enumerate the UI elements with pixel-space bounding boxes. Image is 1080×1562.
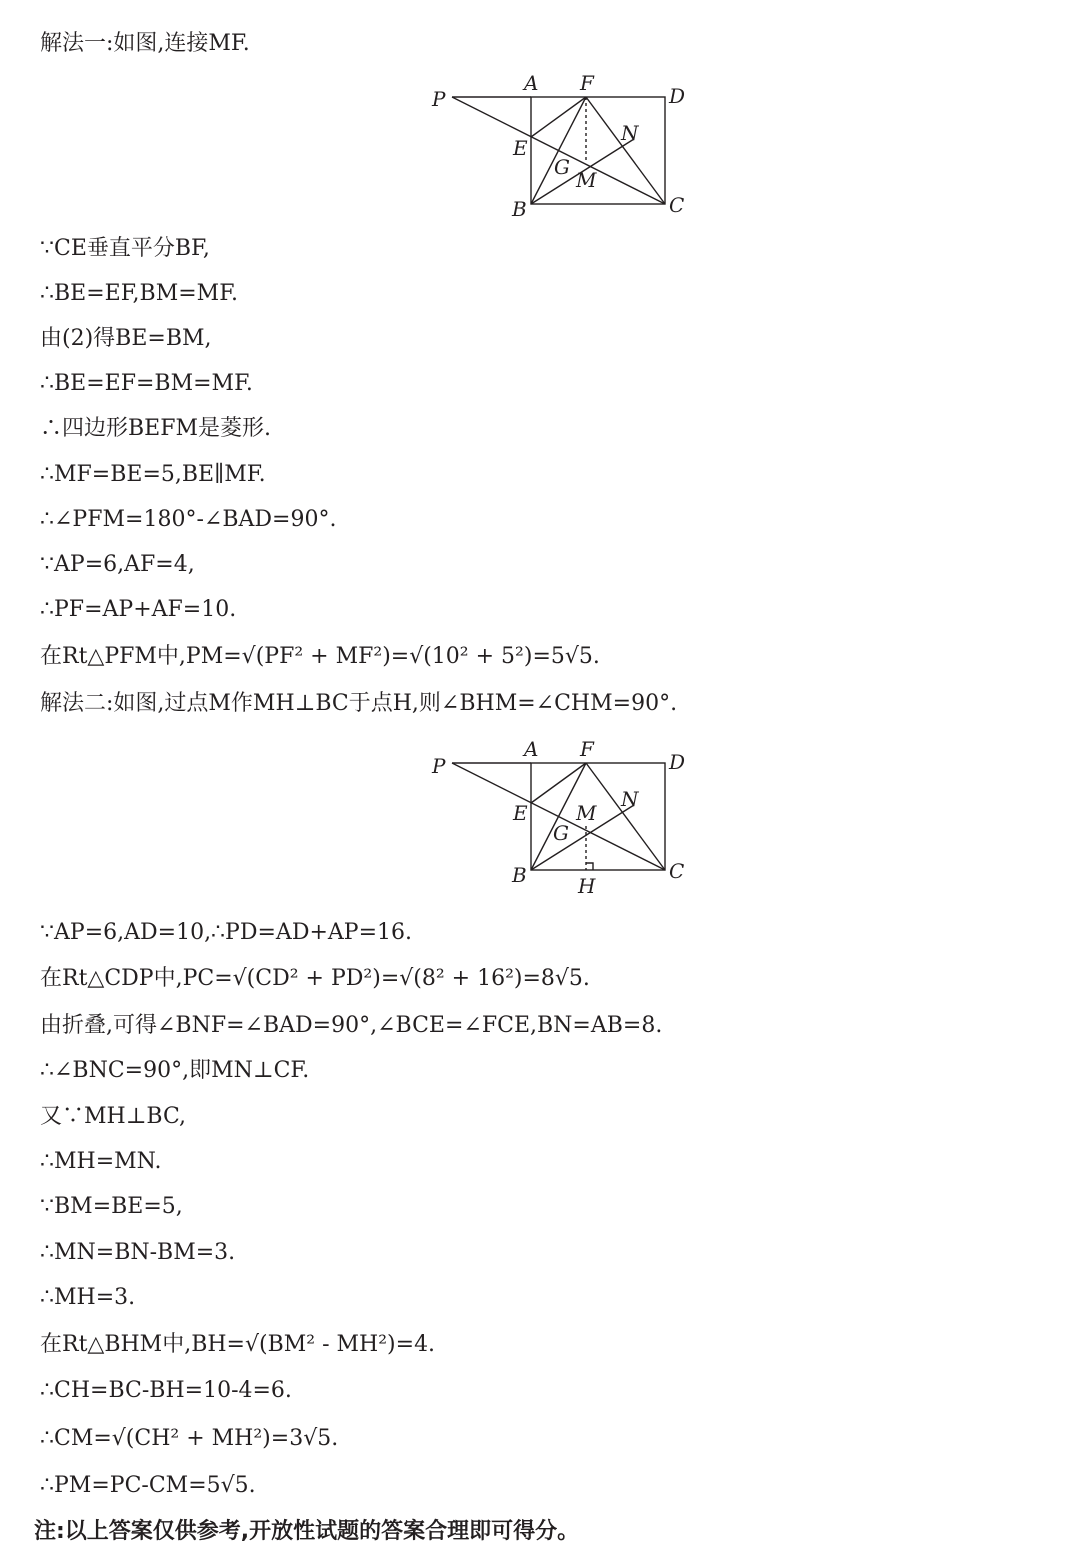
- method2-line-6: ∴MH=MN.: [40, 1149, 162, 1174]
- label-b: B: [512, 863, 527, 887]
- label-d: D: [669, 84, 686, 108]
- segment-ef: [531, 97, 586, 137]
- method2-line-12: ∴CM=√(CH² + MH²)=3√5.: [40, 1426, 339, 1451]
- label-c: C: [669, 193, 685, 217]
- label-a: A: [524, 737, 539, 761]
- label-g: G: [554, 155, 570, 179]
- method1-line-7: ∴∠PFM=180°-∠BAD=90°.: [40, 507, 337, 532]
- method2-line-10: 在Rt△BHM中,BH=√(BM² - MH²)=4.: [40, 1332, 436, 1357]
- label-p: P: [432, 754, 446, 778]
- method1-line-1: ∵CE垂直平分BF,: [40, 236, 210, 261]
- right-angle-mark: [586, 863, 593, 870]
- method2-line-7: ∵BM=BE=5,: [40, 1194, 183, 1219]
- method1-line-10: 在Rt△PFM中,PM=√(PF² + MF²)=√(10² + 5²)=5√5.: [40, 644, 600, 669]
- label-h: H: [578, 874, 596, 898]
- method2-line-5: 又∵MH⊥BC,: [40, 1104, 187, 1129]
- segment-fc: [586, 97, 665, 204]
- method2-line-4: ∴∠BNC=90°,即MN⊥CF.: [40, 1058, 310, 1083]
- label-c: C: [669, 859, 685, 883]
- method2-line-13: ∴PM=PC-CM=5√5.: [40, 1473, 256, 1498]
- method1-heading: 解法一:如图,连接MF.: [40, 31, 250, 56]
- method2-heading: 解法二:如图,过点M作MH⊥BC于点H,则∠BHM=∠CHM=90°.: [40, 691, 678, 716]
- method2-line-2: 在Rt△CDP中,PC=√(CD² + PD²)=√(8² + 16²)=8√5.: [40, 966, 590, 991]
- label-n: N: [621, 787, 639, 811]
- method1-line-5: ∴四边形BEFM是菱形.: [40, 416, 272, 441]
- segment-ef: [531, 763, 586, 803]
- label-p: P: [432, 87, 446, 111]
- label-m: M: [576, 168, 597, 192]
- label-n: N: [621, 121, 639, 145]
- method1-line-3: 由(2)得BE=BM,: [40, 326, 212, 351]
- method2-line-3: 由折叠,可得∠BNF=∠BAD=90°,∠BCE=∠FCE,BN=AB=8.: [40, 1013, 663, 1038]
- label-m: M: [576, 801, 597, 825]
- label-b: B: [512, 197, 527, 221]
- figure-1: [420, 70, 700, 230]
- label-a: A: [524, 71, 539, 95]
- label-e: E: [513, 801, 528, 825]
- method1-line-4: ∴BE=EF=BM=MF.: [40, 371, 253, 396]
- method1-line-2: ∴BE=EF,BM=MF.: [40, 281, 239, 306]
- label-f: F: [580, 71, 594, 95]
- method2-line-11: ∴CH=BC-BH=10-4=6.: [40, 1378, 292, 1403]
- label-g: G: [553, 821, 569, 845]
- label-f: F: [580, 737, 594, 761]
- method1-line-6: ∴MF=BE=5,BE∥MF.: [40, 462, 266, 487]
- method2-line-1: ∵AP=6,AD=10,∴PD=AD+AP=16.: [40, 920, 413, 945]
- footnote: 注:以上答案仅供参考,开放性试题的答案合理即可得分。: [34, 1519, 580, 1544]
- method1-line-8: ∵AP=6,AF=4,: [40, 552, 195, 577]
- label-d: D: [669, 750, 686, 774]
- label-e: E: [513, 136, 528, 160]
- method1-line-9: ∴PF=AP+AF=10.: [40, 597, 237, 622]
- figure-2: [420, 735, 700, 900]
- method2-line-9: ∴MH=3.: [40, 1285, 136, 1310]
- segment-fc: [586, 763, 665, 870]
- method2-line-8: ∴MN=BN-BM=3.: [40, 1240, 236, 1265]
